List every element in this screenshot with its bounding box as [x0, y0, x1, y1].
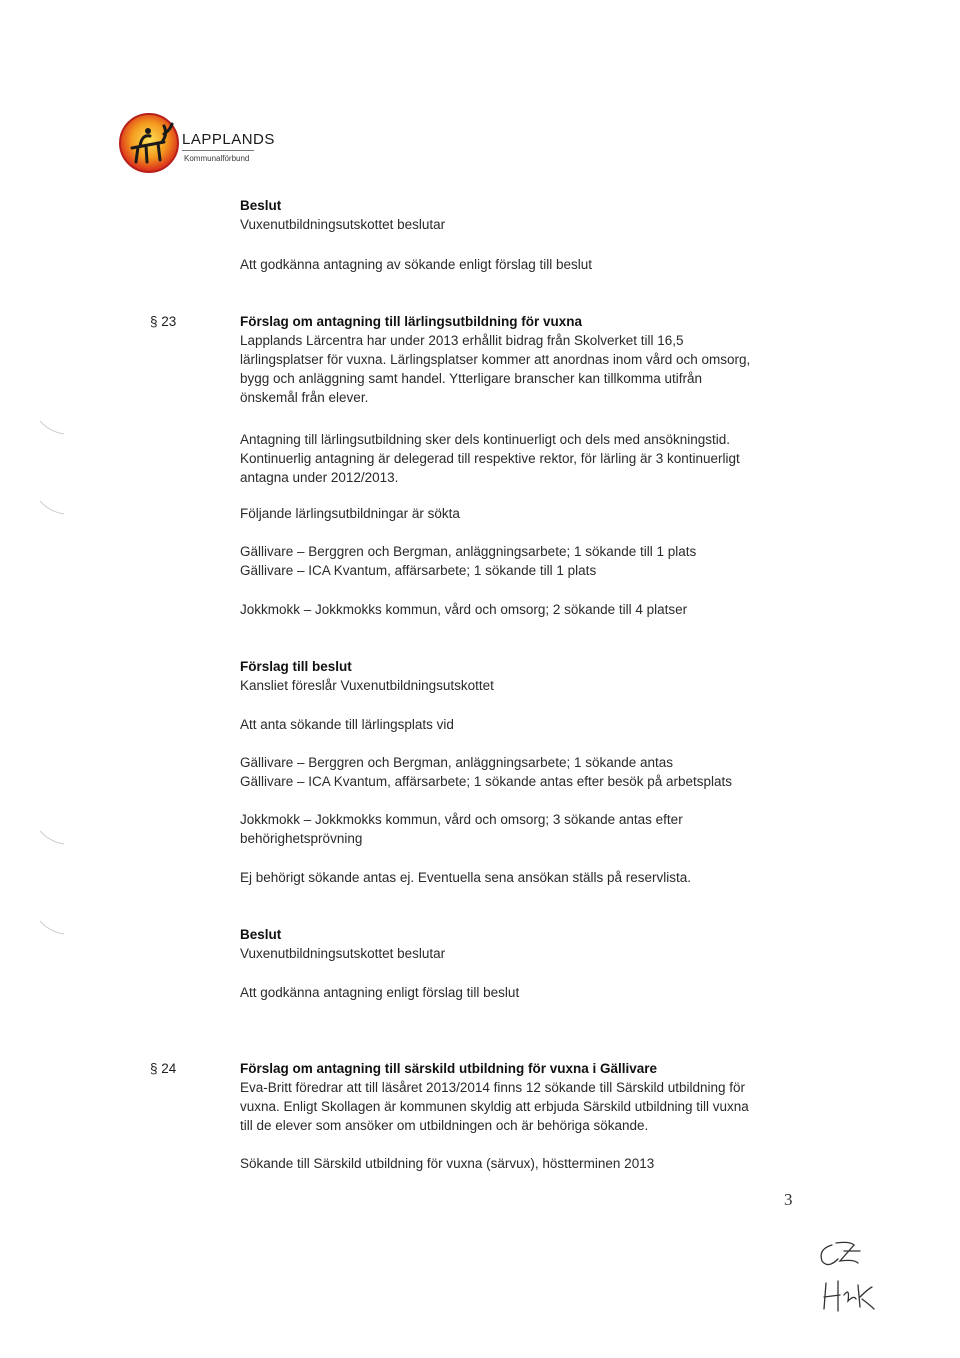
antagning-line: Kontinuerlig antagning är delegerad till respektive rektor, för lärling är 3 kontinuerligt [240, 451, 740, 466]
page-number: 3 [784, 1190, 793, 1209]
logo-name: LAPPLANDS [182, 131, 275, 148]
jokkmokk-admission-block [240, 810, 683, 848]
antagning-block [240, 430, 740, 487]
sokande-line: Sökande till Särskild utbildning för vuxna (särvux), höstterminen 2013 [240, 1156, 655, 1171]
gallivare-line: Gällivare – ICA Kvantum, affärsarbete; 1 sökande antas efter besök på arbetsplats [240, 774, 733, 789]
ej-block [240, 868, 691, 887]
beslut-line: Vuxenutbildningsutskottet beslutar [240, 946, 446, 961]
section-23-number: § 23 [150, 314, 177, 329]
punch-hole-mark-icon [36, 418, 66, 438]
antagning-line: antagna under 2012/2013. [240, 470, 399, 485]
forslag-line: Kansliet föreslår Vuxenutbildningsutskottet [240, 678, 494, 693]
gallivare-line: Gällivare – Berggren och Bergman, anläggningsarbete; 1 sökande till 1 plats [240, 544, 697, 559]
sokande-block [240, 1154, 654, 1173]
foljande-line: Följande lärlingsutbildningar är sökta [240, 506, 460, 521]
handwritten-initials-signature-icon [810, 1235, 890, 1315]
section-23-line: lärlingsplatser för vuxna. Lärlingsplatser kommer att anordnas inom vård och omsorg, [240, 352, 751, 367]
section-23-heading: Förslag om antagning till lärlingsutbildning för vuxna [240, 314, 583, 329]
ej-line: Ej behörigt sökande antas ej. Eventuella sena ansökan ställs på reservlista. [240, 870, 692, 885]
antagning-line: Antagning till lärlingsutbildning sker dels kontinuerligt och dels med ansökningstid. [240, 432, 731, 447]
godkanna-block-1 [240, 255, 592, 274]
anta-block [240, 715, 454, 734]
section-24-line: Eva-Britt föredrar att till läsåret 2013/2014 finns 12 sökande till Särskild utbildning för [240, 1080, 746, 1095]
gallivare-admission-block [240, 753, 732, 791]
anta-line: Att anta sökande till lärlingsplats vid [240, 717, 454, 732]
section-23-line: önskemål från elever. [240, 390, 369, 405]
jokkmokk-applications-block [240, 600, 687, 619]
gallivare-applications-block [240, 542, 696, 580]
gallivare-line: Gällivare – Berggren och Bergman, anläggningsarbete; 1 sökande antas [240, 755, 674, 770]
forslag-block [240, 657, 494, 695]
jokkmokk-line: Jokkmokk – Jokkmokks kommun, vård och omsorg; 2 sökande till 4 platser [240, 602, 688, 617]
jokkmokk-line: behörighetsprövning [240, 831, 363, 846]
logo-subtitle: Kommunalförbund [184, 154, 250, 163]
jokkmokk-line: Jokkmokk – Jokkmokks kommun, vård och omsorg; 3 sökande antas efter [240, 812, 683, 827]
gallivare-line: Gällivare – ICA Kvantum, affärsarbete; 1 sökande till 1 plats [240, 563, 597, 578]
punch-hole-mark-icon [36, 498, 66, 518]
godkanna-line: Att godkänna antagning av sökande enligt förslag till beslut [240, 257, 592, 272]
punch-hole-mark-icon [36, 918, 66, 938]
logo-divider [182, 150, 254, 151]
punch-hole-mark-icon [36, 828, 66, 848]
lapplands-logo-icon [118, 112, 180, 174]
section-24-line: till de elever som ansöker om utbildningen och är behöriga sökande. [240, 1118, 649, 1133]
beslut-heading: Beslut [240, 198, 282, 213]
beslut-heading: Beslut [240, 927, 282, 942]
forslag-heading: Förslag till beslut [240, 659, 352, 674]
section-24-block [240, 1059, 749, 1135]
godkanna-line: Att godkänna antagning enligt förslag till beslut [240, 985, 520, 1000]
section-23-block [240, 312, 750, 407]
beslut-block-1 [240, 196, 445, 234]
section-23-line: Lapplands Lärcentra har under 2013 erhållit bidrag från Skolverket till 16,5 [240, 333, 684, 348]
section-23-line: bygg och anläggning samt handel. Ytterligare branscher kan tillkomma utifrån [240, 371, 703, 386]
section-24-heading: Förslag om antagning till särskild utbildning för vuxna i Gällivare [240, 1061, 658, 1076]
godkanna-block-2 [240, 983, 519, 1002]
beslut-block-2 [240, 925, 445, 963]
foljande-block [240, 504, 460, 523]
beslut-line: Vuxenutbildningsutskottet beslutar [240, 217, 446, 232]
section-24-number: § 24 [150, 1061, 177, 1076]
section-24-line: vuxna. Enligt Skollagen är kommunen skyldig att erbjuda Särskild utbildning till vuxna [240, 1099, 749, 1114]
